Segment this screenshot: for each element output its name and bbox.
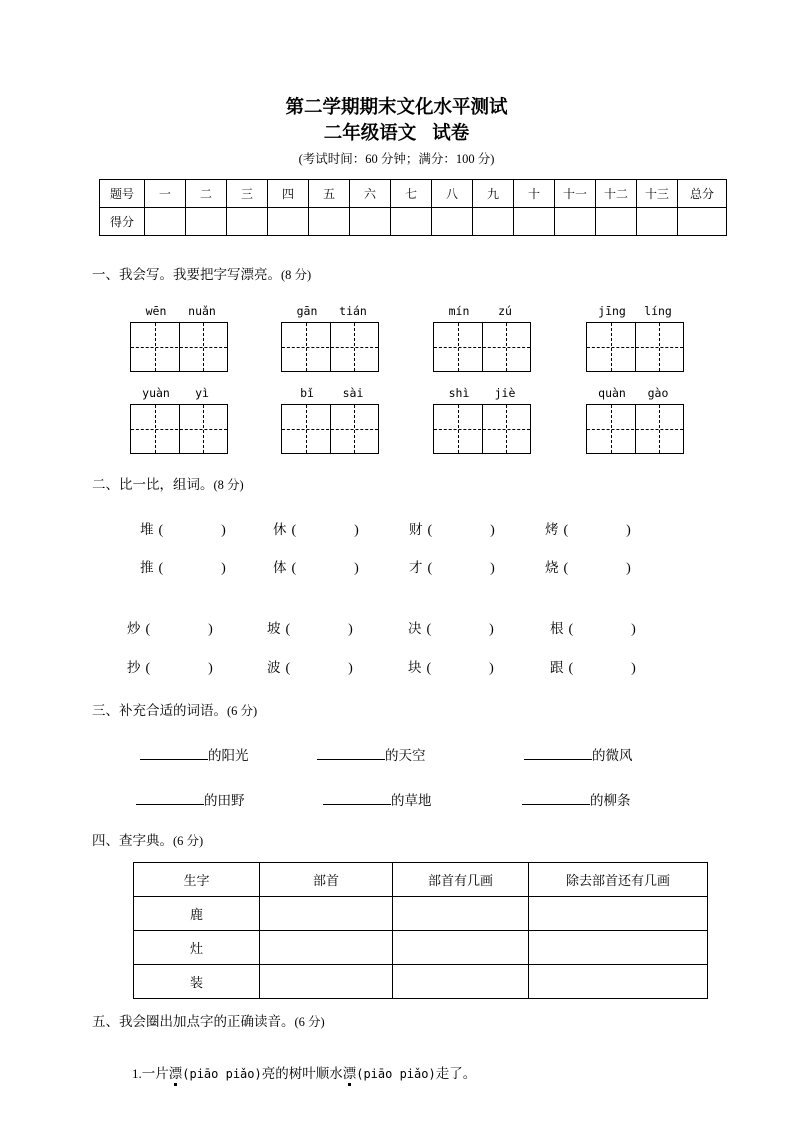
paren-close: ): [490, 561, 495, 576]
paren-open: (: [427, 561, 433, 576]
paren-close: ): [354, 561, 359, 576]
score-col-2: 二: [186, 180, 227, 208]
answer-rule[interactable]: [140, 746, 208, 760]
grid-v-dash-right: [354, 323, 355, 371]
answer-rule[interactable]: [317, 746, 385, 760]
pinyin-2a: gān: [296, 304, 318, 318]
word-pair-1-3: [409, 518, 495, 539]
section-2-title: 二、比一比，组词。: [92, 477, 214, 493]
tianzige-box-5[interactable]: [130, 404, 228, 454]
paren-close: ): [221, 561, 226, 576]
dict-char-2: 灶: [134, 931, 260, 965]
paren-open: (: [427, 523, 433, 538]
grid-v-dash-right: [354, 405, 355, 453]
dict-header-radical-strokes: 部首有几画: [393, 863, 529, 897]
dictionary-header-row: [134, 863, 708, 897]
dict-cell-radical-strokes-1[interactable]: [393, 897, 529, 931]
dict-cell-remaining-strokes-3[interactable]: [529, 965, 708, 999]
paren-close: ): [208, 622, 213, 637]
section-4-title: 四、查字典。: [92, 833, 173, 849]
pinyin-options-2[interactable]: (piāo piǎo): [356, 1067, 436, 1081]
grid-v-dash-right: [506, 405, 507, 453]
pinyin-1b: nuǎn: [188, 304, 216, 318]
answer-rule[interactable]: [136, 791, 204, 805]
word-pair-4-2: [267, 656, 353, 677]
grid-v-dash-right: [203, 405, 204, 453]
pinyin-7b: jiè: [494, 386, 516, 400]
grid-v-dash-right: [659, 323, 660, 371]
paren-close: ): [348, 622, 353, 637]
word-pair-2-2: [273, 556, 359, 577]
score-col-10: 十: [514, 180, 555, 208]
question-segment-1: 一片: [141, 1066, 169, 1082]
score-cell-9[interactable]: [473, 208, 514, 236]
writing-group-5: [130, 385, 228, 454]
table-row: [134, 931, 708, 965]
word-pair-4-1: [127, 656, 213, 677]
paren-close: ): [221, 523, 226, 538]
section-5-points: (6 分): [294, 1015, 325, 1029]
writing-group-2: [281, 303, 379, 372]
writing-group-7: [433, 385, 531, 454]
answer-rule[interactable]: [522, 791, 590, 805]
paren-open: (: [145, 661, 151, 676]
score-cell-12[interactable]: [596, 208, 637, 236]
question-5-1: [132, 1062, 476, 1082]
tianzige-box-6[interactable]: [281, 404, 379, 454]
fill-item-1-3: [524, 744, 633, 764]
paren-close: ): [631, 622, 636, 637]
exam-note: (考试时间：60 分钟；满分：100 分): [298, 152, 495, 166]
score-col-13: 十三: [637, 180, 678, 208]
char-label: 块: [408, 660, 422, 676]
grid-v-dash-left: [306, 323, 307, 371]
score-col-12: 十二: [596, 180, 637, 208]
section-4-heading: [92, 829, 203, 849]
char-label: 堆: [140, 522, 154, 538]
paren-close: ): [348, 661, 353, 676]
char-label: 推: [140, 560, 154, 576]
pinyin-4a: jīng: [598, 304, 626, 318]
pinyin-2b: tián: [339, 304, 367, 318]
pinyin-3a: mín: [448, 304, 470, 318]
word-pair-1-2: [273, 518, 359, 539]
pinyin-8a: quàn: [598, 386, 626, 400]
paren-open: (: [158, 561, 164, 576]
pinyin-label-4: [586, 303, 684, 319]
dict-cell-radical-strokes-2[interactable]: [393, 931, 529, 965]
fill-suffix: 的微风: [592, 748, 633, 764]
tianzige-box-3[interactable]: [433, 322, 531, 372]
score-cell-11[interactable]: [555, 208, 596, 236]
writing-group-6: [281, 385, 379, 454]
word-pair-4-3: [408, 656, 494, 677]
section-3-heading: [92, 699, 257, 719]
word-pair-3-2: [267, 617, 353, 638]
grid-h-dash: [587, 347, 683, 348]
char-label: 烤: [545, 522, 559, 538]
tianzige-box-1[interactable]: [130, 322, 228, 372]
paren-close: ): [490, 523, 495, 538]
grid-v-dash-left: [611, 405, 612, 453]
pinyin-label-3: [433, 303, 531, 319]
tianzige-box-4[interactable]: [586, 322, 684, 372]
pinyin-label-2: [281, 303, 379, 319]
pinyin-5a: yuàn: [142, 386, 170, 400]
char-label: 才: [409, 560, 423, 576]
word-pair-2-3: [409, 556, 495, 577]
score-table: [99, 179, 727, 236]
dict-char-3: 装: [134, 965, 260, 999]
tianzige-box-2[interactable]: [281, 322, 379, 372]
char-label: 炒: [127, 621, 141, 637]
paper-kind: 试卷: [432, 123, 470, 144]
writing-group-8: [586, 385, 684, 454]
grid-v-dash-right: [203, 323, 204, 371]
char-label: 跟: [550, 660, 564, 676]
table-row: [134, 965, 708, 999]
pinyin-4b: líng: [644, 304, 672, 318]
grid-h-dash: [131, 347, 227, 348]
section-1-title: 一、我会写。我要把字写漂亮。: [92, 267, 281, 283]
writing-group-4: [586, 303, 684, 372]
dotted-char-1: 漂: [169, 1062, 183, 1082]
grid-v-dash-left: [458, 323, 459, 371]
pinyin-3b: zú: [498, 304, 512, 318]
section-2-points: (8 分): [213, 478, 244, 492]
score-cell-5[interactable]: [309, 208, 350, 236]
fill-suffix: 的柳条: [590, 793, 631, 809]
fill-suffix: 的天空: [385, 748, 426, 764]
grid-h-dash: [131, 429, 227, 430]
score-cell-6[interactable]: [350, 208, 391, 236]
score-cell-4[interactable]: [268, 208, 309, 236]
section-4-points: (6 分): [173, 834, 204, 848]
dict-cell-radical-2[interactable]: [260, 931, 393, 965]
pinyin-label-6: [281, 385, 379, 401]
paren-open: (: [291, 523, 297, 538]
section-5-heading: [92, 1010, 325, 1030]
paren-open: (: [285, 622, 291, 637]
char-label: 决: [408, 621, 422, 637]
question-segment-3: 走了。: [435, 1066, 477, 1082]
paren-close: ): [208, 661, 213, 676]
char-label: 波: [267, 660, 281, 676]
writing-group-3: [433, 303, 531, 372]
table-row: [134, 897, 708, 931]
score-cell-2[interactable]: [186, 208, 227, 236]
pinyin-label-8: [586, 385, 684, 401]
score-cell-total[interactable]: [678, 208, 727, 236]
char-label: 坡: [267, 621, 281, 637]
paren-close: ): [626, 561, 631, 576]
page-subtitle: [0, 121, 793, 146]
grid-h-dash: [434, 347, 530, 348]
answer-rule[interactable]: [524, 746, 592, 760]
score-cell-10[interactable]: [514, 208, 555, 236]
pinyin-label-5: [130, 385, 228, 401]
grid-v-dash-right: [506, 323, 507, 371]
score-col-total: 总分: [678, 180, 727, 208]
score-col-8: 八: [432, 180, 473, 208]
grid-v-dash-left: [611, 323, 612, 371]
score-col-5: 五: [309, 180, 350, 208]
pinyin-1a: wēn: [145, 304, 167, 318]
score-col-9: 九: [473, 180, 514, 208]
fill-item-2-3: [522, 789, 631, 809]
char-label: 财: [409, 522, 423, 538]
dict-header-remaining-strokes: 除去部首还有几画: [529, 863, 708, 897]
paren-open: (: [291, 561, 297, 576]
grid-v-dash-left: [458, 405, 459, 453]
dictionary-table: [133, 862, 708, 999]
dict-header-radical: 部首: [260, 863, 393, 897]
pinyin-8b: gào: [647, 386, 669, 400]
pinyin-6b: sài: [342, 386, 364, 400]
pinyin-7a: shì: [448, 386, 470, 400]
page-title: 第二学期期末文化水平测试: [285, 97, 508, 118]
grid-v-dash-left: [306, 405, 307, 453]
score-table-row-label-score: 得分: [100, 208, 145, 236]
grid-v-dash-left: [155, 323, 156, 371]
score-cell-7[interactable]: [391, 208, 432, 236]
paren-close: ): [354, 523, 359, 538]
paren-open: (: [426, 661, 432, 676]
dict-header-char: 生字: [134, 863, 260, 897]
fill-item-2-2: [323, 789, 432, 809]
dict-cell-radical-1[interactable]: [260, 897, 393, 931]
score-cell-3[interactable]: [227, 208, 268, 236]
dict-cell-remaining-strokes-1[interactable]: [529, 897, 708, 931]
paren-open: (: [285, 661, 291, 676]
grid-h-dash: [282, 347, 378, 348]
char-label: 休: [273, 522, 287, 538]
pinyin-label-1: [130, 303, 228, 319]
subject-grade: 二年级语文: [323, 123, 417, 144]
dict-char-1: 鹿: [134, 897, 260, 931]
section-1-heading: [92, 263, 311, 283]
section-3-title: 三、补充合适的词语。: [92, 703, 227, 719]
char-label: 根: [550, 621, 564, 637]
score-col-6: 六: [350, 180, 391, 208]
paren-close: ): [631, 661, 636, 676]
score-col-4: 四: [268, 180, 309, 208]
grid-v-dash-left: [155, 405, 156, 453]
paren-open: (: [563, 561, 569, 576]
fill-item-1-1: [140, 744, 249, 764]
paren-close: ): [489, 622, 494, 637]
paren-open: (: [568, 622, 574, 637]
section-1-points: (8 分): [281, 268, 312, 282]
paren-close: ): [489, 661, 494, 676]
dict-cell-radical-3[interactable]: [260, 965, 393, 999]
paren-open: (: [568, 661, 574, 676]
fill-item-1-2: [317, 744, 426, 764]
pinyin-5b: yì: [195, 386, 209, 400]
pinyin-label-7: [433, 385, 531, 401]
paren-open: (: [426, 622, 432, 637]
score-cell-13[interactable]: [637, 208, 678, 236]
paren-close: ): [626, 523, 631, 538]
fill-suffix: 的田野: [204, 793, 245, 809]
score-table-value-row: [100, 208, 727, 236]
word-pair-4-4: [550, 656, 636, 677]
score-cell-1[interactable]: [145, 208, 186, 236]
score-col-11: 十一: [555, 180, 596, 208]
dict-cell-radical-strokes-3[interactable]: [393, 965, 529, 999]
word-pair-3-3: [408, 617, 494, 638]
question-number: 1.: [132, 1066, 142, 1081]
tianzige-box-7[interactable]: [433, 404, 531, 454]
score-table-row-label-number: 题号: [100, 180, 145, 208]
fill-suffix: 的阳光: [208, 748, 249, 764]
section-5-title: 五、我会圈出加点字的正确读音。: [92, 1014, 295, 1030]
paren-open: (: [563, 523, 569, 538]
page-header: [0, 96, 793, 168]
answer-rule[interactable]: [323, 791, 391, 805]
word-pair-3-4: [550, 617, 636, 638]
score-col-7: 七: [391, 180, 432, 208]
tianzige-box-8[interactable]: [586, 404, 684, 454]
char-label: 体: [273, 560, 287, 576]
paren-open: (: [145, 622, 151, 637]
word-pair-2-4: [545, 556, 631, 577]
section-2-heading: [92, 473, 244, 493]
dict-cell-remaining-strokes-2[interactable]: [529, 931, 708, 965]
grid-h-dash: [587, 429, 683, 430]
paren-open: (: [158, 523, 164, 538]
pinyin-6a: bǐ: [300, 386, 314, 400]
section-3-points: (6 分): [227, 704, 258, 718]
score-col-1: 一: [145, 180, 186, 208]
fill-suffix: 的草地: [391, 793, 432, 809]
grid-v-dash-right: [659, 405, 660, 453]
writing-group-1: [130, 303, 228, 372]
pinyin-options-1[interactable]: (piāo piǎo): [182, 1067, 262, 1081]
grid-h-dash: [282, 429, 378, 430]
score-col-3: 三: [227, 180, 268, 208]
char-label: 抄: [127, 660, 141, 676]
word-pair-2-1: [140, 556, 226, 577]
word-pair-1-4: [545, 518, 631, 539]
word-pair-3-1: [127, 617, 213, 638]
word-pair-1-1: [140, 518, 226, 539]
question-segment-2: 亮的树叶顺水: [261, 1066, 343, 1082]
char-label: 烧: [545, 560, 559, 576]
dotted-char-2: 漂: [343, 1062, 357, 1082]
score-table-header-row: [100, 180, 727, 208]
fill-item-2-1: [136, 789, 245, 809]
grid-h-dash: [434, 429, 530, 430]
score-cell-8[interactable]: [432, 208, 473, 236]
